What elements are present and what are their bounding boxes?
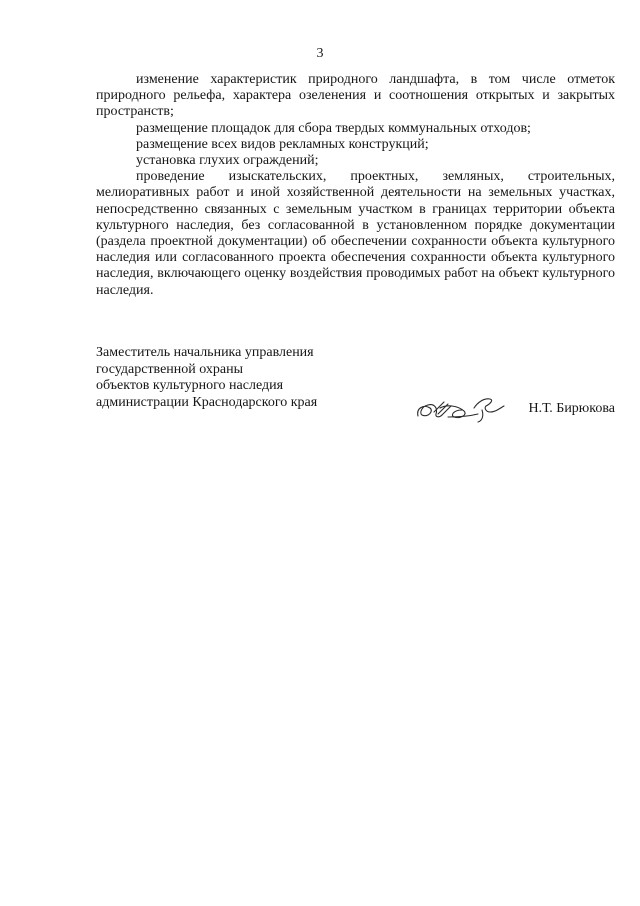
handwritten-signature (414, 390, 509, 424)
paragraph-works: проведение изыскательских, проектных, земляных, строительных, мелиоративных работ и иной хозяйственной деятельности на земельных участках, непосредственно связанных с земельным участком в границах территории объекта культурного наследия, без согласованной в установленном порядке документации (раздела проектной документации) об обеспечении сохранности объекта культурного наследия или согласованного проекта обеспечения сохранности объекта культурного наследия, включающего оценку воздействия проводимых работ на объект культурного наследия. (96, 169, 615, 298)
signer-position-line: объектов культурного наследия (96, 378, 284, 393)
paragraph-advertising: размещение всех видов рекламных конструкций; (136, 136, 429, 152)
signature-block (96, 345, 615, 435)
signer-position-line: государственной охраны (96, 361, 244, 377)
paragraph-fences: установка глухих ограждений; (136, 153, 319, 169)
page-number: 3 (316, 46, 324, 61)
signer-position-line: администрации Краснодарского края (96, 394, 318, 410)
paragraph-waste-sites: размещение площадок для сбора твердых коммунальных отходов; (136, 120, 531, 136)
signer-name: Н.Т. Бирюкова (528, 401, 615, 416)
signer-position-line: Заместитель начальника управления (96, 345, 314, 360)
paragraph-landscape: изменение характеристик природного ландшафта, в том числе отметок природного рельефа, характера озеленения и соотношения открытых и закрытых пространств; (96, 72, 615, 120)
body-text (96, 72, 615, 299)
